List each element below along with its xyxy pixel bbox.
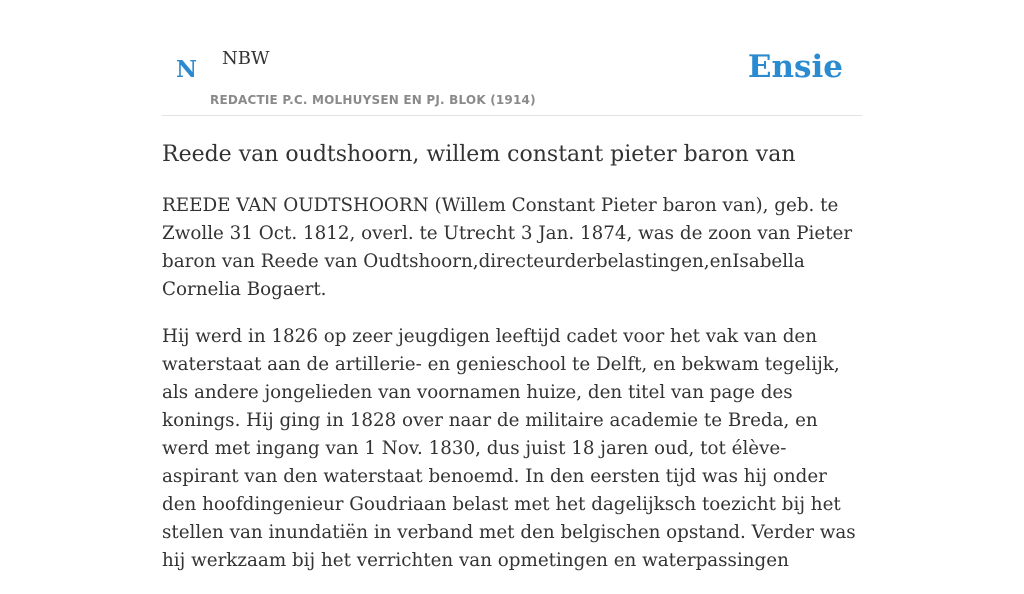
- source-editors: REDACTIE P.C. MOLHUYSEN EN PJ. BLOK (1914): [210, 93, 536, 107]
- source-header: [162, 0, 862, 116]
- page: [162, 0, 862, 571]
- source-name[interactable]: NBW: [222, 48, 270, 69]
- article-title: Reede van oudtshoorn, willem constant pieter baron van: [162, 142, 796, 167]
- article-paragraph: Hij werd in 1826 op zeer jeugdigen leeftijd cadet voor het vak van den waterstaat aan de artillerie- en genieschool te Delft, en bekwam tegelijk, als andere jongelieden van voornamen huize, den titel van page des konings. Hij ging in 1828 over naar de militaire academie te Breda, en werd met ingang van 1 Nov. 1830, dus juist 18 jaren oud, tot élève-aspirant van den waterstaat benoemd. In den eersten tijd was hij onder den hoofdingenieur Goudriaan belast met het dagelijksch toezicht bij het stellen van inundatiën in verband met den belgischen opstand. Verder was hij werkzaam bij het verrichten van opmetingen en waterpassingen: [162, 326, 856, 571]
- source-logo[interactable]: N: [176, 56, 198, 83]
- brand-logo[interactable]: Ensie: [747, 49, 843, 85]
- article-body: [162, 192, 862, 594]
- article-paragraph: REEDE VAN OUDTSHOORN (Willem Constant Pieter baron van), geb. te Zwolle 31 Oct. 1812, overl. te Utrecht 3 Jan. 1874, was de zoon van Pieter baron van Reede van Oudtshoorn,directeurderbelastingen,enIsabella Cornelia Bogaert.: [162, 195, 853, 300]
